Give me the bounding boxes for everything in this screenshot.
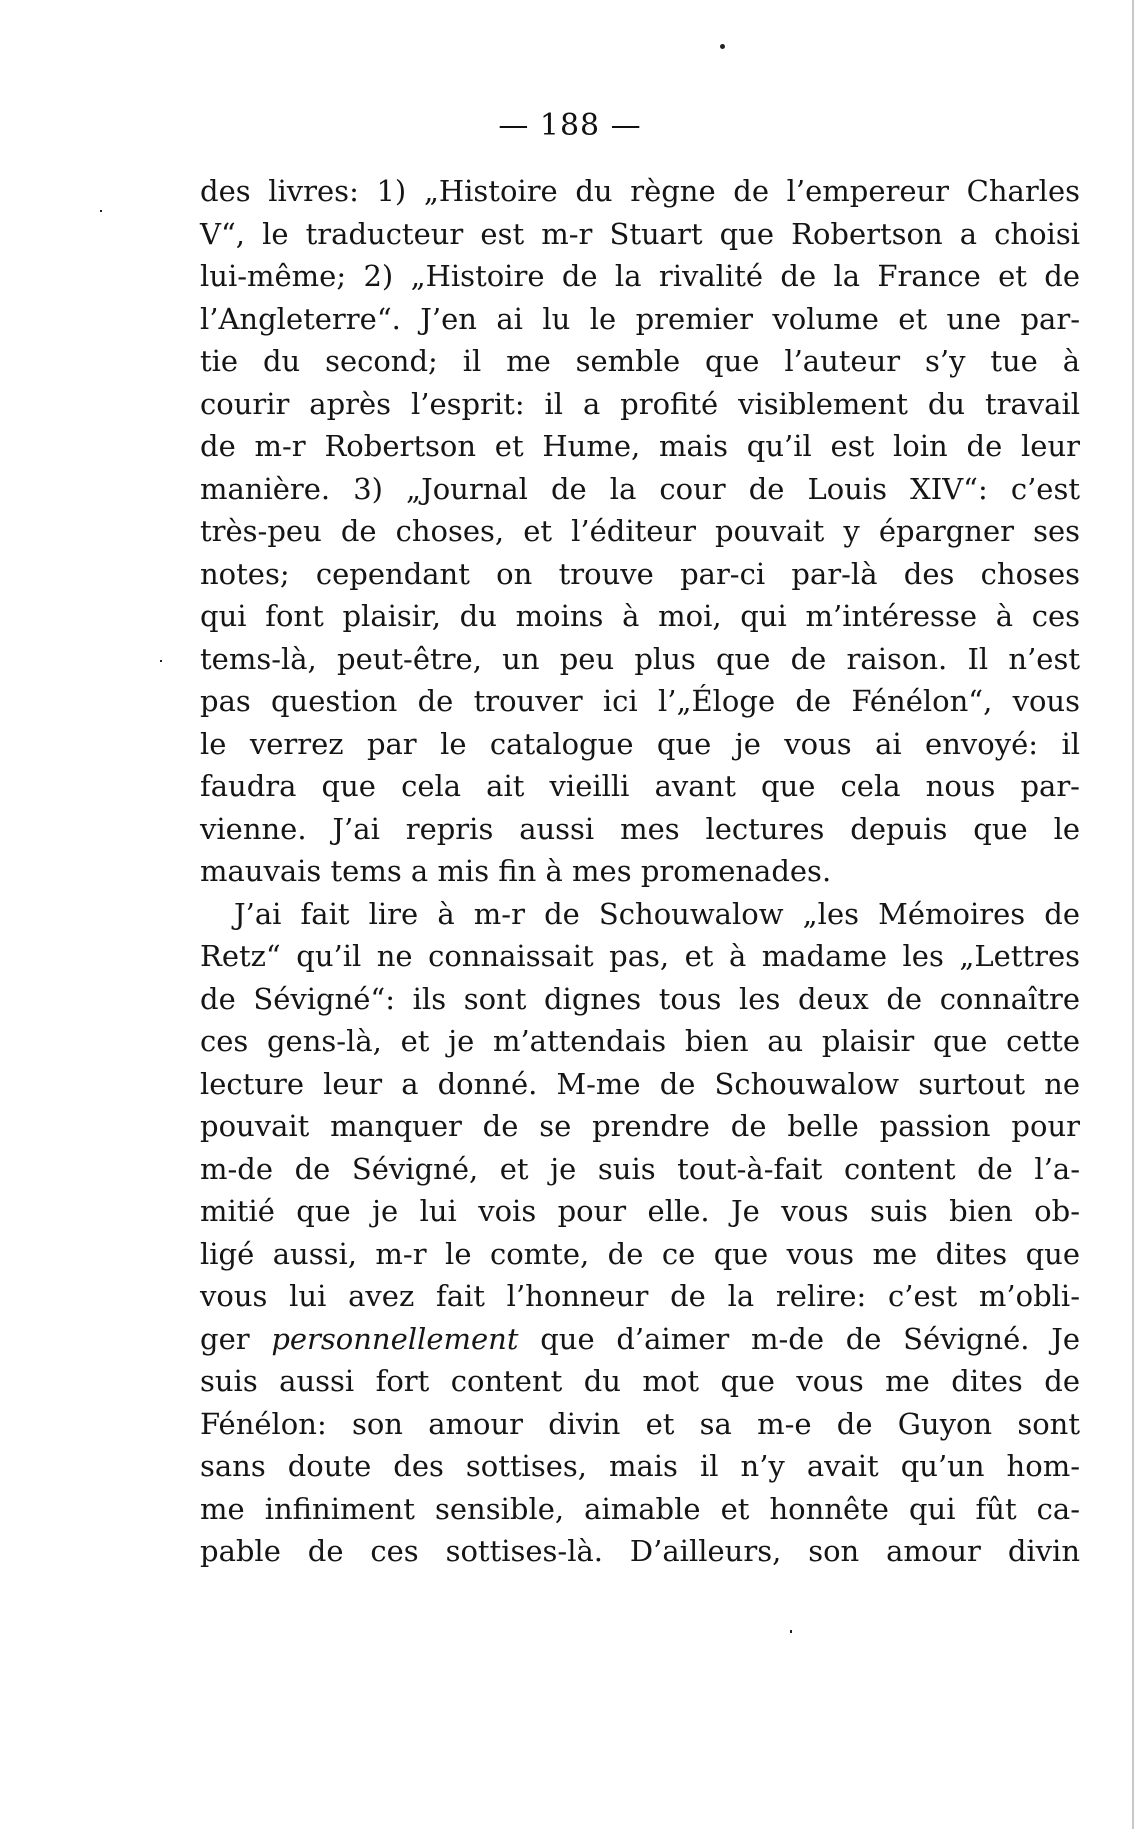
text-line: de m-r Robertson et Hume, mais qu’il est loin de leur — [200, 429, 1080, 463]
text-line: m-de de Sévigné, et je suis tout-à-fait content de l’a- — [200, 1151, 1080, 1186]
text-line: mitié que je lui vois pour elle. Je vous suis bien ob- — [200, 1194, 1080, 1228]
page-number: — 188 — — [498, 108, 642, 143]
text-line: faudra que cela ait vieilli avant que cela nous par- — [200, 769, 1080, 803]
text-line: Retz“ qu’il ne connaissait pas, et à madame les „Lettres — [200, 939, 1080, 973]
ink-speck — [160, 660, 162, 662]
text-line: vienne. J’ai repris aussi mes lectures depuis que le — [200, 811, 1080, 846]
ink-speck — [720, 44, 725, 49]
text-line: tems-là, peut-être, un peu plus que de raison. Il n’est — [200, 641, 1080, 676]
italic-emphasis: personnellement — [271, 1321, 519, 1356]
ink-speck — [790, 1630, 792, 1633]
body-text — [200, 170, 1080, 1573]
text-line: lecture leur a donné. M-me de Schouwalow surtout ne — [200, 1066, 1080, 1101]
text-line: ces gens-là, et je m’attendais bien au plaisir que cette — [200, 1024, 1080, 1058]
paragraph-start-line: J’ai fait lire à m-r de Schouwalow „les Mémoires de — [234, 896, 1080, 931]
text-line: pable de ces sottises-là. D’ailleurs, son amour divin — [200, 1534, 1080, 1568]
text-line: pas question de trouver ici l’„Éloge de Fénélon“, vous — [200, 684, 1080, 718]
text-line-with-italic — [200, 1318, 1080, 1361]
line-fragment: ger — [200, 1321, 272, 1356]
text-line: très-peu de choses, et l’éditeur pouvait y épargner ses — [200, 514, 1080, 548]
text-line: sans doute des sottises, mais il n’y avait qu’un hom- — [200, 1449, 1080, 1483]
paragraph-end-line: mauvais tems a mis fin à mes promenades. — [200, 854, 832, 888]
page-edge — [1132, 0, 1134, 1829]
text-line: de Sévigné“: ils sont dignes tous les deux de connaître — [200, 981, 1080, 1016]
line-fragment: que d’aimer m-de de Sévigné. Je — [518, 1321, 1080, 1356]
text-line: le verrez par le catalogue que je vous ai envoyé: il — [200, 726, 1080, 761]
text-line: suis aussi fort content du mot que vous me dites de — [200, 1364, 1080, 1398]
text-line: notes; cependant on trouve par-ci par-là des choses — [200, 556, 1080, 591]
text-line: pouvait manquer de se prendre de belle passion pour — [200, 1109, 1080, 1143]
text-line: des livres: 1) „Histoire du règne de l’empereur Charles — [200, 174, 1080, 208]
text-line: V“, le traducteur est m-r Stuart que Robertson a choisi — [200, 216, 1080, 251]
text-line: manière. 3) „Journal de la cour de Louis XIV“: c’est — [200, 471, 1080, 506]
text-line: qui font plaisir, du moins à moi, qui m’intéresse à ces — [200, 599, 1080, 633]
ink-speck — [100, 210, 102, 212]
text-line: l’Angleterre“. J’en ai lu le premier volume et une par- — [200, 301, 1080, 336]
text-line: courir après l’esprit: il a profité visiblement du travail — [200, 386, 1080, 421]
text-line: vous lui avez fait l’honneur de la relire: c’est m’obli- — [200, 1279, 1080, 1313]
text-line: lui-même; 2) „Histoire de la rivalité de la France et de — [200, 259, 1080, 293]
text-line: ligé aussi, m-r le comte, de ce que vous me dites que — [200, 1236, 1080, 1271]
text-line: tie du second; il me semble que l’auteur s’y tue à — [200, 344, 1080, 378]
text-line: Fénélon: son amour divin et sa m-e de Guyon sont — [200, 1406, 1080, 1441]
text-line: me infiniment sensible, aimable et honnête qui fût ca- — [200, 1491, 1080, 1526]
